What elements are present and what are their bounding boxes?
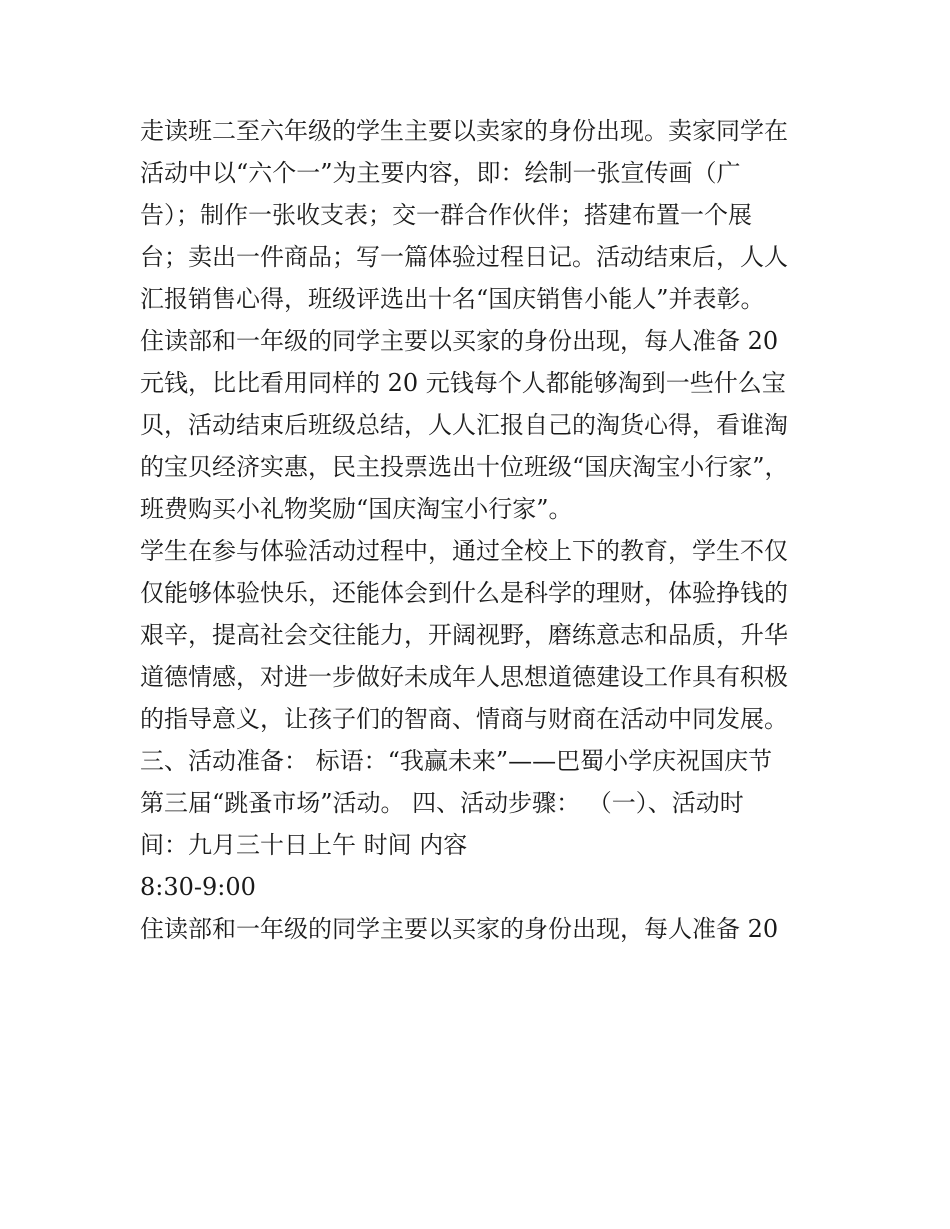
text-line: 走读班二至六年级的学生主要以卖家的身份出现。卖家同学在: [140, 117, 788, 145]
text-line: 8:30-9:00: [140, 873, 256, 901]
text-line: 元钱，比比看用同样的 20 元钱每个人都能够淘到一些什么宝: [140, 369, 786, 397]
text-line: 活动中以“六个一”为主要内容，即：绘制一张宣传画（广: [140, 159, 741, 187]
text-line: 台；卖出一件商品；写一篇体验过程日记。活动结束后，人人: [140, 243, 788, 271]
text-line: 间：九月三十日上午 时间 内容: [140, 831, 468, 859]
text-line: 道德情感，对进一步做好未成年人思想道德建设工作具有积极: [140, 663, 788, 691]
text-line: 贝，活动结束后班级总结，人人汇报自己的淘货心得，看谁淘: [140, 411, 788, 439]
text-line: 班费购买小礼物奖励“国庆淘宝小行家”。: [140, 495, 573, 523]
text-line: 第三届“跳蚤市场”活动。 四、活动步骤： （一）、活动时: [140, 789, 744, 817]
text-line: 三、活动准备： 标语：“我赢未来”——巴蜀小学庆祝国庆节: [140, 747, 773, 775]
text-line: 住读部和一年级的同学主要以买家的身份出现，每人准备 20: [140, 915, 779, 943]
text-line: 告）；制作一张收支表；交一群合作伙伴；搭建布置一个展: [140, 201, 752, 229]
text-line: 学生在参与体验活动过程中，通过全校上下的教育，学生不仅: [140, 537, 788, 565]
text-line: 汇报销售心得，班级评选出十名“国庆销售小能人”并表彰。: [140, 285, 765, 313]
text-line: 仅能够体验快乐，还能体会到什么是科学的理财，体验挣钱的: [140, 579, 788, 607]
text-line: 住读部和一年级的同学主要以买家的身份出现，每人准备 20: [140, 327, 779, 355]
text-line: 艰辛，提高社会交往能力，开阔视野，磨练意志和品质，升华: [140, 621, 788, 649]
text-line: 的指导意义，让孩子们的智商、情商与财商在活动中同发展。: [140, 705, 788, 733]
text-line: 的宝贝经济实惠，民主投票选出十位班级“国庆淘宝小行家”，: [140, 453, 789, 481]
document-body: [140, 110, 820, 950]
